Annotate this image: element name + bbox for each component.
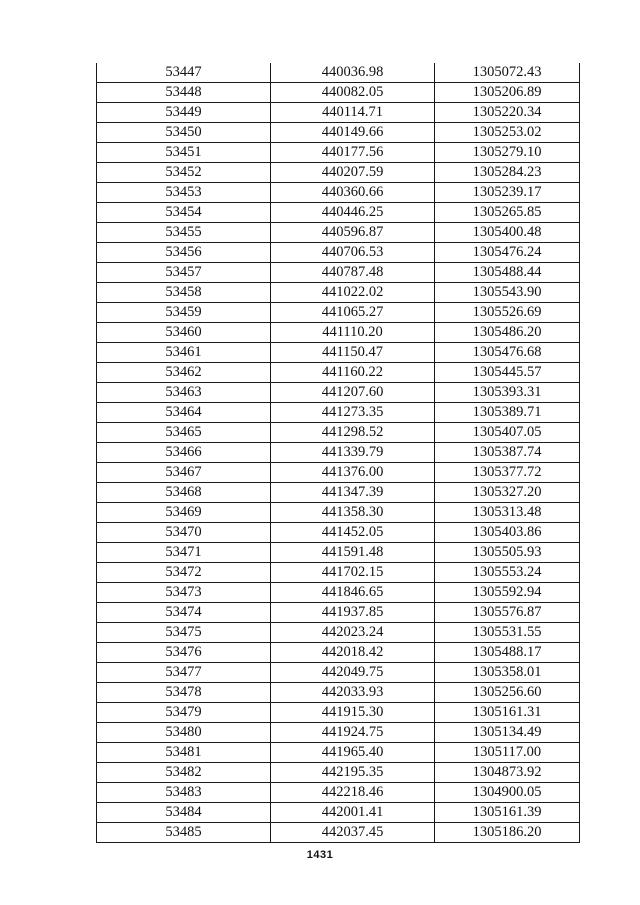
point-id-cell: 53462: [97, 363, 271, 383]
table-row: [97, 103, 580, 123]
y-coordinate-cell: 1305253.02: [435, 123, 580, 143]
point-id-cell: 53456: [97, 243, 271, 263]
table-row: [97, 403, 580, 423]
point-id-cell: 53472: [97, 563, 271, 583]
point-id-cell: 53459: [97, 303, 271, 323]
point-id-cell: 53477: [97, 663, 271, 683]
x-coordinate-cell: 441347.39: [271, 483, 435, 503]
x-coordinate-cell: 442049.75: [271, 663, 435, 683]
table-row: [97, 443, 580, 463]
table-row: [97, 703, 580, 723]
x-coordinate-cell: 440177.56: [271, 143, 435, 163]
table-row: [97, 163, 580, 183]
table-row: [97, 203, 580, 223]
x-coordinate-cell: 442018.42: [271, 643, 435, 663]
point-id-cell: 53447: [97, 63, 271, 83]
y-coordinate-cell: 1305358.01: [435, 663, 580, 683]
table-row: [97, 243, 580, 263]
y-coordinate-cell: 1305543.90: [435, 283, 580, 303]
y-coordinate-cell: 1305486.20: [435, 323, 580, 343]
point-id-cell: 53448: [97, 83, 271, 103]
point-id-cell: 53461: [97, 343, 271, 363]
point-id-cell: 53482: [97, 763, 271, 783]
y-coordinate-cell: 1305592.94: [435, 583, 580, 603]
table-row: [97, 763, 580, 783]
x-coordinate-cell: 440207.59: [271, 163, 435, 183]
table-row: [97, 363, 580, 383]
table-row: [97, 323, 580, 343]
y-coordinate-cell: 1305206.89: [435, 83, 580, 103]
table-row: [97, 543, 580, 563]
y-coordinate-cell: 1305265.85: [435, 203, 580, 223]
x-coordinate-cell: 442195.35: [271, 763, 435, 783]
point-id-cell: 53483: [97, 783, 271, 803]
x-coordinate-cell: 440360.66: [271, 183, 435, 203]
y-coordinate-cell: 1305445.57: [435, 363, 580, 383]
table-row: [97, 503, 580, 523]
point-id-cell: 53474: [97, 603, 271, 623]
table-row: [97, 83, 580, 103]
point-id-cell: 53466: [97, 443, 271, 463]
table-row: [97, 183, 580, 203]
x-coordinate-cell: 441022.02: [271, 283, 435, 303]
y-coordinate-cell: 1305387.74: [435, 443, 580, 463]
point-id-cell: 53450: [97, 123, 271, 143]
x-coordinate-cell: 441591.48: [271, 543, 435, 563]
x-coordinate-cell: 442001.41: [271, 803, 435, 823]
point-id-cell: 53453: [97, 183, 271, 203]
x-coordinate-cell: 440596.87: [271, 223, 435, 243]
x-coordinate-cell: 441339.79: [271, 443, 435, 463]
y-coordinate-cell: 1305327.20: [435, 483, 580, 503]
x-coordinate-cell: 441915.30: [271, 703, 435, 723]
point-id-cell: 53485: [97, 823, 271, 843]
y-coordinate-cell: 1305220.34: [435, 103, 580, 123]
point-id-cell: 53460: [97, 323, 271, 343]
x-coordinate-cell: 440036.98: [271, 63, 435, 83]
y-coordinate-cell: 1305279.10: [435, 143, 580, 163]
x-coordinate-cell: 442033.93: [271, 683, 435, 703]
y-coordinate-cell: 1305526.69: [435, 303, 580, 323]
x-coordinate-cell: 440149.66: [271, 123, 435, 143]
table-row: [97, 823, 580, 843]
y-coordinate-cell: 1305531.55: [435, 623, 580, 643]
y-coordinate-cell: 1305488.17: [435, 643, 580, 663]
point-id-cell: 53476: [97, 643, 271, 663]
table-row: [97, 123, 580, 143]
table-row: [97, 423, 580, 443]
point-id-cell: 53468: [97, 483, 271, 503]
table-row: [97, 523, 580, 543]
table-row: [97, 803, 580, 823]
point-id-cell: 53463: [97, 383, 271, 403]
point-id-cell: 53452: [97, 163, 271, 183]
point-id-cell: 53454: [97, 203, 271, 223]
x-coordinate-cell: 441702.15: [271, 563, 435, 583]
table-row: [97, 223, 580, 243]
table-row: [97, 143, 580, 163]
x-coordinate-cell: 440114.71: [271, 103, 435, 123]
table-row: [97, 263, 580, 283]
point-id-cell: 53470: [97, 523, 271, 543]
x-coordinate-cell: 440082.05: [271, 83, 435, 103]
y-coordinate-cell: 1305161.31: [435, 703, 580, 723]
table-row: [97, 583, 580, 603]
point-id-cell: 53471: [97, 543, 271, 563]
table-row: [97, 283, 580, 303]
table-row: [97, 63, 580, 83]
x-coordinate-cell: 441160.22: [271, 363, 435, 383]
table-row: [97, 623, 580, 643]
x-coordinate-cell: 441924.75: [271, 723, 435, 743]
x-coordinate-cell: 441846.65: [271, 583, 435, 603]
table-row: [97, 463, 580, 483]
y-coordinate-cell: 1305239.17: [435, 183, 580, 203]
point-id-cell: 53451: [97, 143, 271, 163]
y-coordinate-cell: 1305403.86: [435, 523, 580, 543]
x-coordinate-cell: 440706.53: [271, 243, 435, 263]
table-row: [97, 723, 580, 743]
y-coordinate-cell: 1305389.71: [435, 403, 580, 423]
point-id-cell: 53478: [97, 683, 271, 703]
table-body: [97, 63, 580, 843]
y-coordinate-cell: 1305476.24: [435, 243, 580, 263]
y-coordinate-cell: 1304873.92: [435, 763, 580, 783]
x-coordinate-cell: 441298.52: [271, 423, 435, 443]
x-coordinate-cell: 441065.27: [271, 303, 435, 323]
point-id-cell: 53473: [97, 583, 271, 603]
y-coordinate-cell: 1305284.23: [435, 163, 580, 183]
x-coordinate-cell: 441207.60: [271, 383, 435, 403]
y-coordinate-cell: 1305407.05: [435, 423, 580, 443]
table-row: [97, 303, 580, 323]
point-id-cell: 53464: [97, 403, 271, 423]
y-coordinate-cell: 1305400.48: [435, 223, 580, 243]
point-id-cell: 53465: [97, 423, 271, 443]
point-id-cell: 53469: [97, 503, 271, 523]
point-id-cell: 53467: [97, 463, 271, 483]
x-coordinate-cell: 440446.25: [271, 203, 435, 223]
y-coordinate-cell: 1305393.31: [435, 383, 580, 403]
y-coordinate-cell: 1305186.20: [435, 823, 580, 843]
x-coordinate-cell: 441937.85: [271, 603, 435, 623]
point-id-cell: 53458: [97, 283, 271, 303]
y-coordinate-cell: 1305072.43: [435, 63, 580, 83]
table-row: [97, 743, 580, 763]
point-id-cell: 53455: [97, 223, 271, 243]
point-id-cell: 53449: [97, 103, 271, 123]
x-coordinate-cell: 441965.40: [271, 743, 435, 763]
point-id-cell: 53475: [97, 623, 271, 643]
y-coordinate-cell: 1305576.87: [435, 603, 580, 623]
page-number: 1431: [306, 849, 334, 861]
table-row: [97, 603, 580, 623]
x-coordinate-cell: 442218.46: [271, 783, 435, 803]
x-coordinate-cell: 441452.05: [271, 523, 435, 543]
x-coordinate-cell: 441273.35: [271, 403, 435, 423]
table-row: [97, 643, 580, 663]
x-coordinate-cell: 441150.47: [271, 343, 435, 363]
x-coordinate-cell: 441358.30: [271, 503, 435, 523]
y-coordinate-cell: 1305488.44: [435, 263, 580, 283]
y-coordinate-cell: 1305117.00: [435, 743, 580, 763]
y-coordinate-cell: 1304900.05: [435, 783, 580, 803]
coordinate-table: [96, 63, 580, 843]
table-row: [97, 683, 580, 703]
table-row: [97, 783, 580, 803]
y-coordinate-cell: 1305161.39: [435, 803, 580, 823]
y-coordinate-cell: 1305313.48: [435, 503, 580, 523]
table-row: [97, 563, 580, 583]
y-coordinate-cell: 1305134.49: [435, 723, 580, 743]
y-coordinate-cell: 1305256.60: [435, 683, 580, 703]
point-id-cell: 53481: [97, 743, 271, 763]
point-id-cell: 53457: [97, 263, 271, 283]
y-coordinate-cell: 1305377.72: [435, 463, 580, 483]
point-id-cell: 53484: [97, 803, 271, 823]
table-row: [97, 343, 580, 363]
x-coordinate-cell: 442037.45: [271, 823, 435, 843]
table-row: [97, 383, 580, 403]
table-row: [97, 483, 580, 503]
y-coordinate-cell: 1305505.93: [435, 543, 580, 563]
point-id-cell: 53480: [97, 723, 271, 743]
x-coordinate-cell: 440787.48: [271, 263, 435, 283]
x-coordinate-cell: 441110.20: [271, 323, 435, 343]
x-coordinate-cell: 441376.00: [271, 463, 435, 483]
y-coordinate-cell: 1305553.24: [435, 563, 580, 583]
y-coordinate-cell: 1305476.68: [435, 343, 580, 363]
point-id-cell: 53479: [97, 703, 271, 723]
table-row: [97, 663, 580, 683]
x-coordinate-cell: 442023.24: [271, 623, 435, 643]
